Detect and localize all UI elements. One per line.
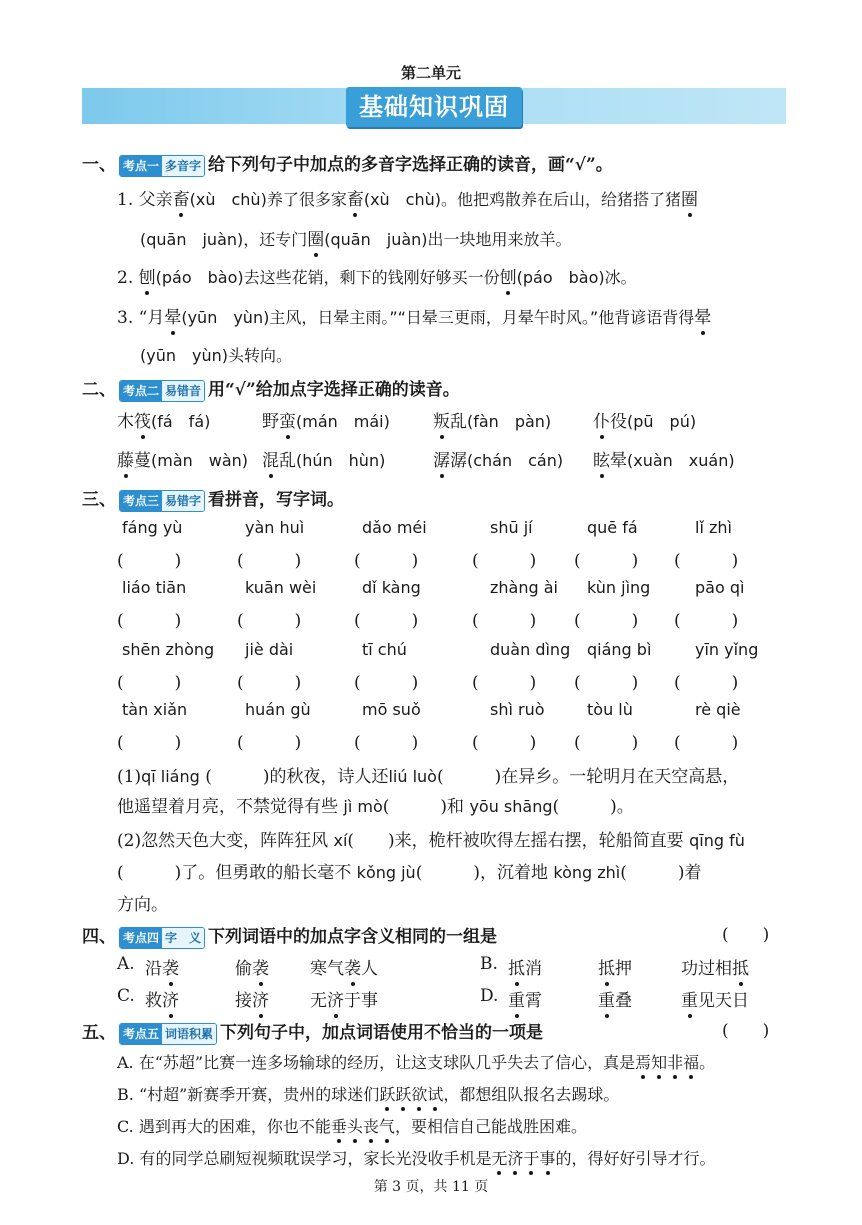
word-char: 见天日	[698, 991, 749, 1011]
option-label: A.	[117, 954, 135, 974]
dotted-char: 刨	[499, 268, 517, 288]
option-word	[681, 986, 749, 1011]
answer-blank[interactable]: ( )	[574, 551, 639, 571]
dotted-char: 藤	[117, 451, 134, 471]
dotted-char: 圈	[681, 190, 699, 210]
answer-blank[interactable]: ( )	[354, 673, 419, 693]
word-char: 无	[310, 991, 327, 1011]
word-char: 功过相	[681, 959, 732, 979]
section-4-tag: 考点四 字 义	[119, 927, 205, 949]
question-1-line-1: 1. 父亲畜(xù chù)养了很多家畜(xù chù)。他把鸡散养在后山，给猪搭了猪圈	[117, 190, 699, 210]
dotted-phrase	[331, 1117, 395, 1136]
pinyin-prompt: yàn huì	[245, 518, 305, 537]
pinyin-options: (chán cán)	[467, 451, 564, 470]
question-3-line-1: 3. “月晕(yūn yùn)主风，日晕主雨。”“日晕三更雨，月晕午时风。”他背谚语背得晕	[117, 308, 712, 328]
dotted-char: 焉	[635, 1053, 652, 1072]
passage-1-line-2: 他遥望着月亮，不禁觉得有些 jì mò( )和 yōu shāng( )。	[117, 797, 634, 817]
pinyin-prompt: lǐ zhì	[695, 518, 732, 537]
dotted-char: 袭	[162, 959, 179, 979]
option-word	[508, 986, 542, 1011]
answer-box[interactable]: ( )	[722, 1021, 770, 1041]
dotted-char: 圈	[307, 230, 325, 250]
dotted-char: 于	[523, 1149, 540, 1168]
pinyin-prompt: tī chú	[362, 640, 407, 659]
option-c[interactable]: C. 遇到再大的困难，你也不能垂头丧气，要相信自己能战胜困难。	[117, 1117, 587, 1136]
pinyin-options: (màn wàn)	[151, 451, 249, 470]
pronunciation-item[interactable]	[262, 446, 385, 471]
pronunciation-item[interactable]	[593, 407, 696, 432]
answer-blank[interactable]: ( )	[117, 551, 182, 571]
answer-blank[interactable]: ( )来，桅杆被吹得左摇右摆，轮船简直要	[347, 831, 684, 851]
pinyin-options: (mán mái)	[296, 412, 390, 431]
answer-blank[interactable]: ( )在异乡。一轮明月在天空高悬，	[436, 767, 740, 787]
dotted-phrase	[379, 1085, 443, 1104]
option-b[interactable]: B. “村超”新赛季开赛，贵州的球迷们跃跃欲试，都想组队报名去踢球。	[117, 1085, 620, 1104]
answer-blank[interactable]: ( )	[117, 673, 182, 693]
dotted-char: 眩	[593, 451, 610, 471]
pinyin-prompt: shū jí	[490, 518, 533, 537]
question-3-line-2: (yūn yùn)头转向。	[140, 346, 292, 365]
dotted-char: 跃	[395, 1085, 412, 1104]
dotted-char: 重	[681, 991, 698, 1011]
answer-blank[interactable]: ( )	[237, 551, 302, 571]
answer-blank[interactable]: ( )	[674, 673, 739, 693]
question-1-line-2: (quān juàn)，还专门圈(quān juàn)出一块地用来放羊。	[140, 230, 572, 250]
pronunciation-item[interactable]	[433, 407, 551, 432]
option-word	[235, 986, 269, 1011]
word-char: 晕	[610, 451, 627, 471]
word-char: 救	[145, 991, 162, 1011]
option-label: C.	[117, 986, 135, 1006]
dotted-char: 晕	[694, 308, 712, 328]
section-4-heading: 四、 考点四 字 义 下列词语中的加点字含义相同的一组是	[82, 927, 498, 947]
dotted-char: 丧	[362, 1117, 379, 1136]
word-char: 木	[117, 412, 134, 432]
answer-blank[interactable]: ( )	[117, 733, 182, 753]
word-char: 寒气	[310, 959, 344, 979]
dotted-char: 头	[346, 1117, 363, 1136]
dotted-char: 畜	[346, 190, 364, 210]
pinyin-prompt: huán gù	[245, 700, 311, 719]
pinyin-prompt: dǎo méi	[362, 518, 427, 537]
answer-blank[interactable]: ( )	[472, 611, 537, 631]
dotted-char: 抵	[598, 959, 615, 979]
pinyin-prompt: duàn dìng	[490, 640, 571, 659]
pinyin-prompt: fáng yù	[122, 518, 183, 537]
dotted-char: 济	[252, 991, 269, 1011]
pinyin-prompt: kuān wèi	[245, 578, 317, 597]
option-label: D.	[480, 986, 499, 1006]
dotted-char: 潺	[433, 451, 450, 471]
answer-blank[interactable]: ( )	[472, 733, 537, 753]
pronunciation-item[interactable]	[117, 446, 248, 471]
dotted-phrase	[635, 1053, 699, 1072]
section-5-heading: 五、 考点五 词语积累 下列句子中，加点词语使用不恰当的一项是	[82, 1023, 544, 1043]
word-char: 乱	[450, 412, 467, 432]
answer-blank[interactable]: ( )的秋夜，诗人还	[205, 767, 389, 787]
dotted-char: 事	[539, 1149, 556, 1168]
answer-blank[interactable]: ( )	[237, 673, 302, 693]
pinyin-prompt: rè qiè	[695, 700, 741, 719]
answer-blank[interactable]: ( )	[574, 611, 639, 631]
answer-blank[interactable]: ( )着	[620, 863, 702, 883]
option-d[interactable]: D. 有的同学总刷短视频耽误学习，家长光没收手机是无济于事的，得好好引导才行。	[117, 1149, 716, 1168]
answer-box[interactable]: ( )	[722, 925, 770, 945]
answer-blank[interactable]: ( )	[472, 551, 537, 571]
answer-blank[interactable]: ( )	[674, 611, 739, 631]
dotted-char: 济	[507, 1149, 524, 1168]
word-char: 野	[262, 412, 279, 432]
answer-blank[interactable]: ( )	[674, 733, 739, 753]
word-char: 押	[615, 959, 632, 979]
option-word	[145, 986, 179, 1011]
choice-option[interactable]	[480, 986, 749, 1011]
word-char: 消	[525, 959, 542, 979]
section-1-tag: 考点一 多音字	[119, 155, 205, 177]
dotted-char: 袭	[252, 959, 269, 979]
section-2-heading: 二、 考点二 易错音 用“√”给加点字选择正确的读音。	[82, 380, 460, 400]
dotted-char: 垂	[330, 1117, 347, 1136]
pinyin-prompt: mō suǒ	[362, 700, 421, 719]
pinyin-prompt: zhàng ài	[490, 578, 558, 597]
option-word	[508, 954, 542, 979]
dotted-char: 试	[427, 1085, 444, 1104]
pinyin-prompt: yīn yǐng	[695, 640, 759, 659]
dotted-char: 混	[262, 451, 279, 471]
answer-blank[interactable]: ( )	[574, 733, 639, 753]
pinyin-options: (hún hùn)	[296, 451, 386, 470]
pinyin-options: (xuàn xuán)	[627, 451, 735, 470]
word-char: 接	[235, 991, 252, 1011]
pinyin-prompt: tòu lù	[587, 700, 633, 719]
question-2: 2. 刨(páo bào)去这些花销，剩下的钱刚好够买一份刨(páo bào)冰。	[117, 268, 637, 288]
choice-option[interactable]	[480, 954, 749, 979]
pinyin-prompt: dǐ kàng	[362, 578, 421, 597]
dotted-char: 叛	[433, 412, 450, 432]
dotted-char: 重	[508, 991, 525, 1011]
answer-blank[interactable]: ( )	[237, 733, 302, 753]
dotted-char: 济	[327, 991, 344, 1011]
dotted-char: 福	[683, 1053, 700, 1072]
dotted-char: 抵	[732, 959, 749, 979]
word-char: 潺	[450, 451, 467, 471]
answer-blank[interactable]: ( )	[117, 611, 182, 631]
section-1-heading	[82, 150, 613, 177]
dotted-char: 气	[378, 1117, 395, 1136]
answer-blank[interactable]: ( )和	[382, 797, 465, 817]
word-char: 役	[610, 412, 627, 432]
dotted-char: 晕	[164, 308, 182, 328]
pinyin-prompt: jiè dài	[245, 640, 294, 659]
option-word	[598, 986, 632, 1011]
page-footer: 第 3 页，共 11 页	[373, 1179, 489, 1195]
unit-title: 第二单元	[400, 64, 461, 82]
pronunciation-item[interactable]	[117, 407, 210, 432]
answer-blank[interactable]: ( )	[237, 611, 302, 631]
option-word	[310, 954, 378, 979]
passage-2-line-1: (2)忽然天色大变，阵阵狂风 xí( )来，桅杆被吹得左摇右摆，轮船简直要 qīng fù	[117, 831, 745, 851]
option-word	[145, 954, 179, 979]
word-char: 乱	[279, 451, 296, 471]
passage-2-line-2: ( )了。但勇敢的船长毫不 kǒng jù( )，沉着地 kòng zhì( )着	[117, 863, 702, 883]
dotted-char: 筏	[134, 412, 151, 432]
answer-blank[interactable]: ( )。	[552, 797, 634, 817]
option-word	[310, 986, 378, 1011]
pinyin-prompt: qiáng bì	[587, 640, 652, 659]
pinyin-prompt: kùn jìng	[587, 578, 651, 597]
answer-blank[interactable]: ( )，沉着地	[415, 863, 548, 883]
dotted-char: 蛮	[279, 412, 296, 432]
dotted-char: 济	[162, 991, 179, 1011]
dotted-char: 重	[598, 991, 615, 1011]
pinyin-prompt: shēn zhòng	[122, 640, 215, 659]
pinyin-prompt: liáo tiān	[122, 578, 187, 597]
section-number: 一、	[82, 155, 116, 175]
dotted-char: 非	[667, 1053, 684, 1072]
section-3-heading: 三、 考点三 易错字 看拼音，写字词。	[82, 490, 345, 510]
answer-blank[interactable]: ( )	[354, 551, 419, 571]
option-word	[598, 954, 632, 979]
option-word	[235, 954, 269, 979]
pinyin-prompt: pāo qì	[695, 578, 745, 597]
dotted-char: 跃	[379, 1085, 396, 1104]
word-char: 于事	[344, 991, 378, 1011]
passage-2-line-3: 方向。	[117, 895, 168, 915]
pinyin-prompt: quē fá	[587, 518, 638, 537]
word-char: 人	[361, 959, 378, 979]
pinyin-options: (fá fá)	[151, 412, 211, 431]
answer-blank[interactable]: ( )	[472, 673, 537, 693]
section-3-tag: 考点三 易错字	[119, 490, 205, 512]
section-5-tag: 考点五 词语积累	[119, 1023, 217, 1045]
pronunciation-item[interactable]	[262, 407, 390, 432]
pinyin-prompt: tàn xiǎn	[122, 700, 188, 719]
answer-blank[interactable]: ( )	[354, 611, 419, 631]
choice-option[interactable]	[117, 954, 378, 979]
dotted-char: 袭	[344, 959, 361, 979]
dotted-char: 知	[651, 1053, 668, 1072]
pronunciation-item[interactable]	[433, 446, 563, 471]
dotted-char: 欲	[411, 1085, 428, 1104]
pronunciation-item[interactable]	[593, 446, 735, 471]
pinyin-options: (fàn pàn)	[467, 412, 552, 431]
option-word	[681, 954, 749, 979]
choice-option[interactable]	[117, 986, 378, 1011]
option-label: B.	[480, 954, 498, 974]
pinyin-options: (pū pú)	[627, 412, 697, 431]
pinyin-prompt: shì ruò	[490, 700, 545, 719]
answer-blank[interactable]: ( )	[354, 733, 419, 753]
dotted-char: 无	[491, 1149, 508, 1168]
answer-blank[interactable]: ( )	[574, 673, 639, 693]
dotted-char: 仆	[593, 412, 610, 432]
word-char: 叠	[615, 991, 632, 1011]
word-char: 霄	[525, 991, 542, 1011]
dotted-char: 抵	[508, 959, 525, 979]
dotted-phrase	[491, 1149, 555, 1168]
section-2-tag: 考点二 易错音	[119, 380, 205, 402]
section-instruction: 给下列句子中加点的多音字选择正确的读音，画“√”。	[208, 155, 613, 175]
word-char: 沿	[145, 959, 162, 979]
word-char: 蔓	[134, 451, 151, 471]
page-title: 基础知识巩固	[346, 87, 522, 127]
option-a[interactable]: A. 在“苏超”比赛一连多场输球的经历，让这支球队几乎失去了信心，真是焉知非福。	[117, 1053, 716, 1072]
dotted-char: 刨	[138, 268, 156, 288]
dotted-char: 畜	[172, 190, 190, 210]
passage-1-line-1: (1)qī liáng ( )的秋夜，诗人还liú luò( )在异乡。一轮明月在天空高悬，	[117, 767, 740, 787]
word-char: 偷	[235, 959, 252, 979]
answer-blank[interactable]: ( )	[674, 551, 739, 571]
answer-blank[interactable]: ( )了。但勇敢的船长毫不	[117, 863, 352, 883]
